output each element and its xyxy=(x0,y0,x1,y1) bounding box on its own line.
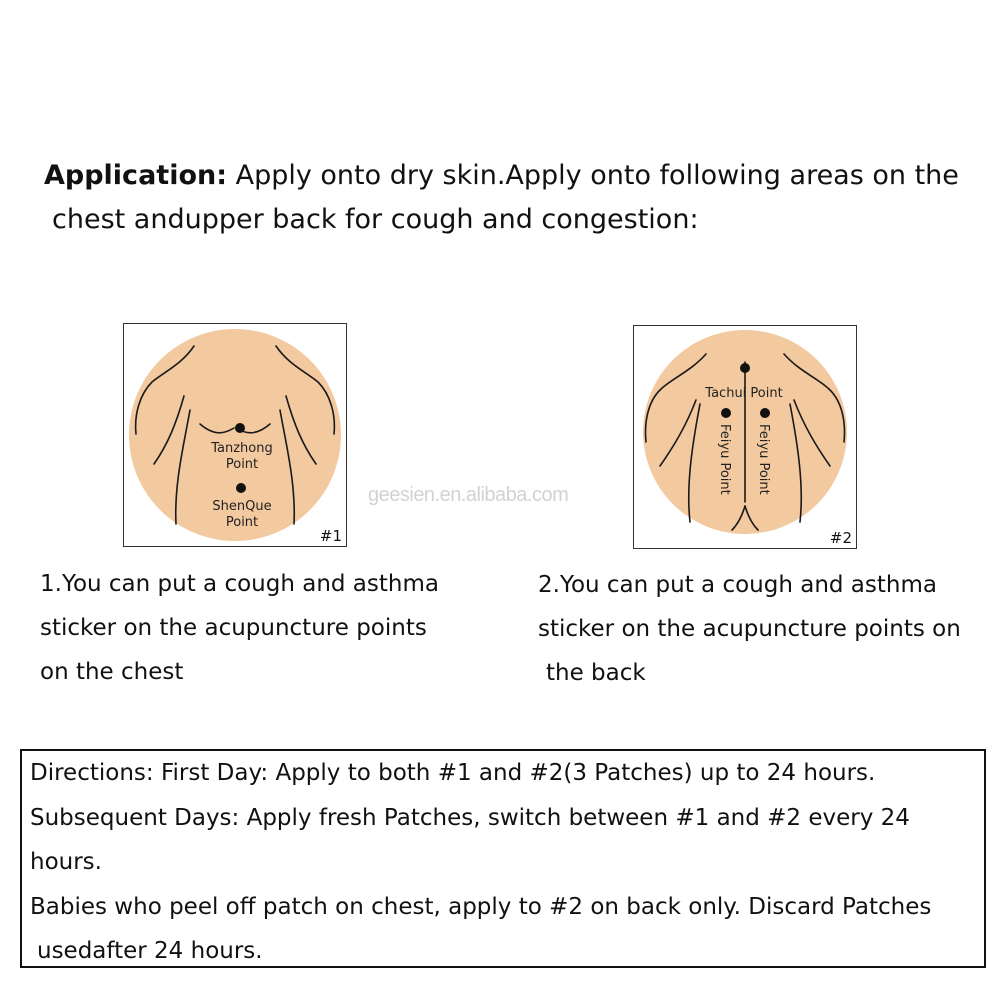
directions-box xyxy=(20,749,986,968)
directions-line1-text: : First Day: Apply to both #1 and #2(3 Patches) up to 24 hours. xyxy=(145,760,876,786)
directions-line5: usedafter 24 hours. xyxy=(37,938,263,964)
tachui-point-dot xyxy=(740,363,750,373)
watermark-text: geesien.en.alibaba.com xyxy=(368,484,569,506)
tanzhong-label-line2: Point xyxy=(225,457,259,472)
application-text-line2: chest andupper back for cough and congestion: xyxy=(52,204,699,235)
shenque-point-dot xyxy=(236,483,246,493)
feiyu-left-point-dot xyxy=(721,408,731,418)
chest-diagram xyxy=(123,323,347,547)
tachui-label: Tachui Point xyxy=(705,386,783,401)
back-illustration xyxy=(634,326,856,548)
tanzhong-label-line1: Tanzhong xyxy=(211,441,273,456)
directions-label: Directions xyxy=(30,760,146,786)
tanzhong-point-dot xyxy=(235,423,245,433)
application-text-line1: Apply onto dry skin.Apply onto following areas on the xyxy=(227,160,959,191)
directions-line4: Babies who peel off patch on chest, apply to #2 on back only. Discard Patches xyxy=(30,893,932,920)
shenque-label-line1: ShenQue xyxy=(212,499,272,514)
chest-caption-line3: on the chest xyxy=(40,659,184,685)
directions-line1 xyxy=(30,751,984,796)
chest-caption-line1: 1.You can put a cough and asthma xyxy=(40,571,439,597)
chest-illustration xyxy=(124,324,346,546)
application-intro xyxy=(44,154,974,242)
chest-caption xyxy=(40,562,480,694)
feiyu-right-label: Feiyu Point xyxy=(756,424,771,495)
back-caption xyxy=(538,563,993,695)
back-caption-line1: 2.You can put a cough and asthma xyxy=(538,572,937,598)
chest-caption-line2: sticker on the acupuncture points xyxy=(40,615,427,641)
feiyu-left-label: Feiyu Point xyxy=(717,424,732,495)
back-diagram-tag: #2 xyxy=(829,529,852,547)
back-diagram xyxy=(633,325,857,549)
feiyu-right-point-dot xyxy=(760,408,770,418)
chest-diagram-tag: #1 xyxy=(319,527,342,545)
back-caption-line2: sticker on the acupuncture points on xyxy=(538,616,961,642)
shenque-label-line2: Point xyxy=(225,515,259,530)
directions-line3: hours. xyxy=(30,849,102,875)
directions-line2: Subsequent Days: Apply fresh Patches, switch between #1 and #2 every 24 xyxy=(30,804,910,831)
application-label: Application: xyxy=(44,160,228,191)
back-caption-line3: the back xyxy=(546,660,646,686)
